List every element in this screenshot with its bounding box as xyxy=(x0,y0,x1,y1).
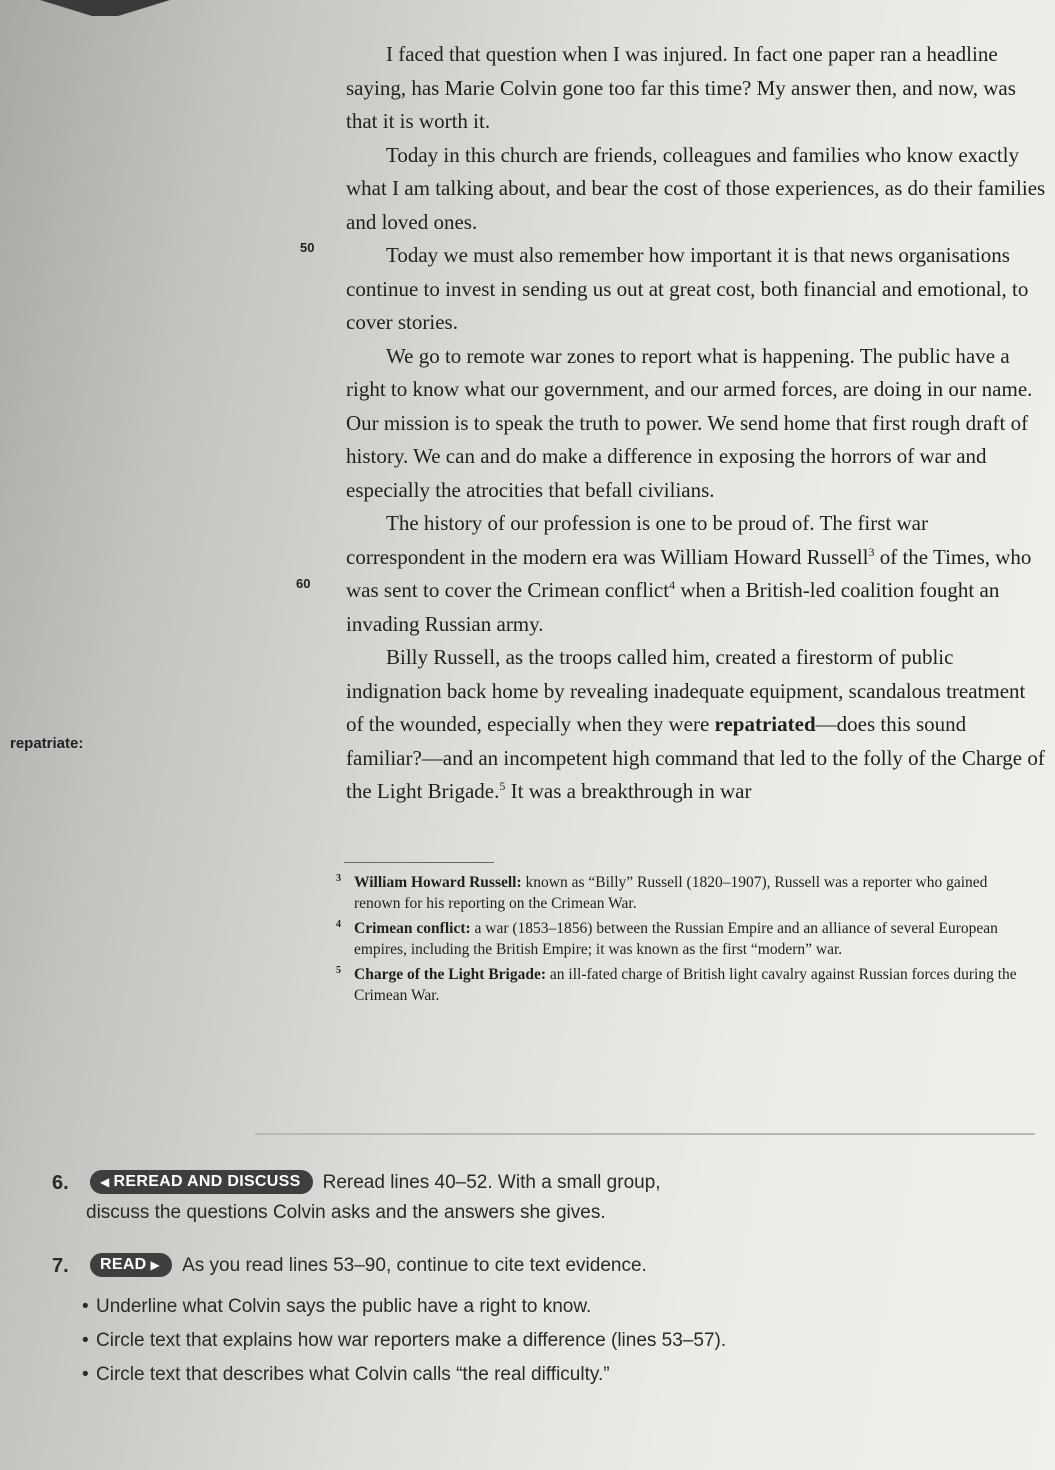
passage-paragraph-5 xyxy=(346,507,1046,641)
section-divider xyxy=(255,1133,1035,1135)
reread-discuss-badge xyxy=(90,1170,313,1194)
list-item: • Underline what Colvin says the public have a right to know. xyxy=(82,1291,736,1322)
footnote-number: 5 xyxy=(336,965,341,976)
footnote-number: 4 xyxy=(336,919,341,930)
question-section xyxy=(52,1168,952,1393)
footnote-rule xyxy=(344,862,494,863)
question-text-line2: discuss the questions Colvin asks and the answers she gives. xyxy=(86,1202,606,1223)
bullet-icon: • xyxy=(82,1330,89,1351)
page-corner-tab xyxy=(40,0,170,16)
question-7 xyxy=(52,1251,952,1390)
footnote-text: a war (1853–1856) between the Russian Empire and an alliance of several European empires, including the British Empire; it was known as the first “modern” war. xyxy=(354,920,998,958)
line-number-50: 50 xyxy=(300,240,315,255)
passage-paragraph-3: Today we must also remember how important it is that news organisations continue to invest in sending us out at great cost, both financial and emotional, to cover stories. xyxy=(346,243,1029,334)
list-item: • Circle text that describes what Colvin calls “the real difficulty.” xyxy=(82,1359,736,1390)
p5-text-2: of the Times, who was sent to cover the Crimean conflict xyxy=(346,544,1032,602)
read-badge xyxy=(90,1253,172,1277)
p5-text-3: when a British-led coalition fought an invading Russian army. xyxy=(346,578,1000,636)
footnote-term: Crimean conflict: xyxy=(354,920,471,937)
footnote-ref-5[interactable]: 5 xyxy=(499,779,506,793)
reading-passage xyxy=(346,38,1046,809)
bullet-icon: • xyxy=(82,1296,89,1317)
footnote-3 xyxy=(336,872,1026,914)
margin-vocab-label: repatriate: xyxy=(10,735,84,752)
badge-label: REREAD AND DISCUSS xyxy=(113,1173,301,1190)
passage-paragraph-6 xyxy=(346,641,1046,809)
vocab-word-repatriated: repatriated xyxy=(714,712,816,736)
footnote-5 xyxy=(336,964,1026,1006)
question-text-line1: Reread lines 40–52. With a small group, xyxy=(322,1172,661,1193)
footnote-term: Charge of the Light Brigade: xyxy=(354,966,547,983)
passage-paragraph-2: Today in this church are friends, colleagues and families who know exactly what I am talking about, and bear the cost of those experiences, as do their families and loved ones. xyxy=(346,142,1046,234)
footnote-number: 3 xyxy=(336,873,341,884)
question-text-line1: As you read lines 53–90, continue to cite text evidence. xyxy=(182,1255,647,1276)
p6-text-1: Billy Russell, as the troops called him, created a firestorm of public indignation back home by revealing inadequate equipment, scandalous treatment of the wounded, especially when they were xyxy=(346,645,1026,736)
footnote-term: William Howard Russell: xyxy=(354,874,522,891)
passage-paragraph-4: We go to remote war zones to report what is happening. The public have a right to know what our government, and our armed forces, are doing in our name. Our mission is to speak the truth to power. We send home that first rough draft of history. We can and do make a difference in exposing the horrors of war and especially the atrocities that befall civilians. xyxy=(346,343,1033,502)
list-item: • Circle text that explains how war reporters make a difference (lines 53–57). xyxy=(82,1325,736,1356)
question-6 xyxy=(52,1168,952,1228)
instruction-list xyxy=(52,1291,952,1390)
footnotes xyxy=(336,872,1026,1010)
p6-text-2: —does this sound familiar?—and an incompetent high command that led to the folly of the Charge of the Light Brigade. xyxy=(346,712,1045,803)
footnote-ref-4[interactable]: 4 xyxy=(669,578,676,592)
footnote-text: known as “Billy” Russell (1820–1907), Russell was a reporter who gained renown for his reporting on the Crimean War. xyxy=(354,874,988,912)
line-number-60: 60 xyxy=(296,576,311,591)
bullet-icon: • xyxy=(82,1364,89,1385)
p5-text-1: The history of our profession is one to be proud of. The first war correspondent in the modern era was William Howard Russell xyxy=(346,511,929,569)
p6-text-3: It was a breakthrough in war xyxy=(505,779,752,803)
arrow-left-icon: ◀ xyxy=(100,1175,110,1189)
question-number: 6. xyxy=(52,1172,69,1194)
passage-paragraph-1: I faced that question when I was injured. In fact one paper ran a headline saying, has Marie Colvin gone too far this time? My answer then, and now, was that it is worth it. xyxy=(346,42,1016,133)
arrow-right-icon: ▶ xyxy=(150,1258,161,1272)
footnote-text: an ill-fated charge of British light cavalry against Russian forces during the Crimean War. xyxy=(354,966,1017,1004)
question-number: 7. xyxy=(52,1255,69,1277)
footnote-4 xyxy=(336,918,1026,960)
badge-label: READ xyxy=(100,1256,147,1273)
footnote-ref-3[interactable]: 3 xyxy=(868,544,875,559)
